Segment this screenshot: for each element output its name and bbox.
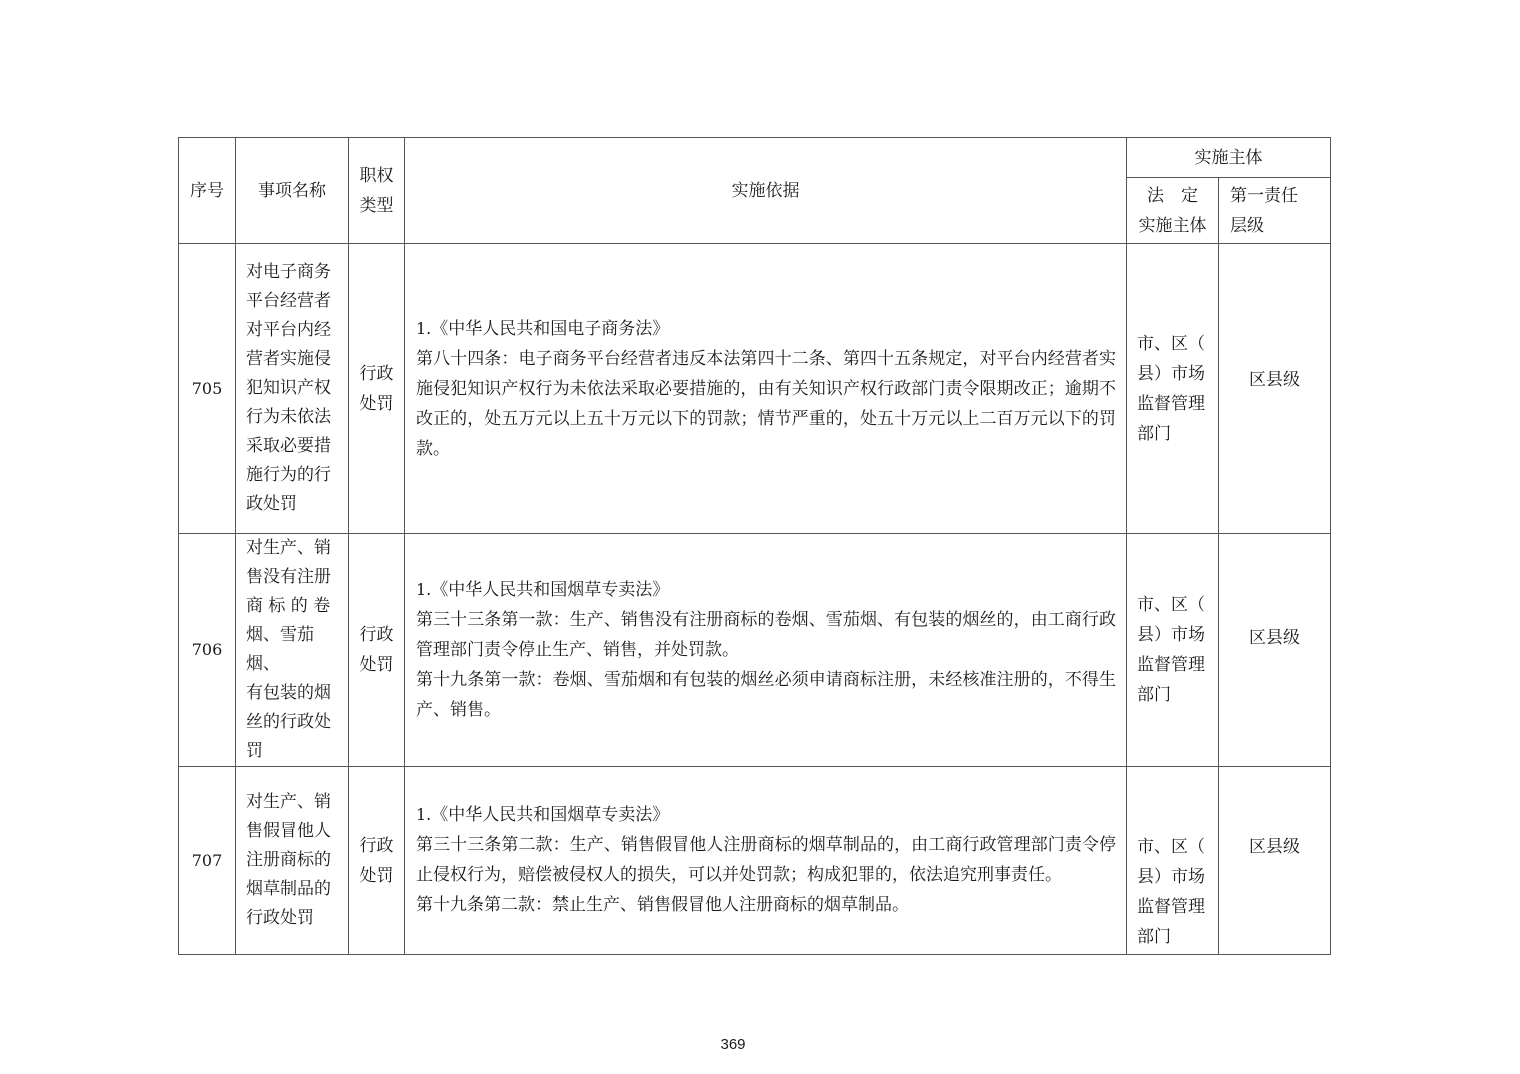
name-line: 售假冒他人 bbox=[246, 821, 331, 841]
row-name bbox=[236, 767, 349, 955]
type-line1: 行政 bbox=[359, 625, 394, 645]
table-row bbox=[179, 534, 1331, 767]
type-line2: 处罚 bbox=[359, 655, 394, 675]
name-line: 对电子商务 bbox=[246, 262, 331, 282]
administrative-penalty-table bbox=[178, 137, 1331, 955]
basis-law-title: 《中华人民共和国烟草专卖法》 bbox=[431, 580, 670, 600]
row-seq: 707 bbox=[179, 767, 236, 955]
subject-line: 县）市场 bbox=[1137, 867, 1205, 887]
row-legal-subject bbox=[1127, 244, 1219, 534]
basis-paragraph: 第三十三条第二款：生产、销售假冒他人注册商标的烟草制品的，由工商行政管理部门责令停止侵权行为，赔偿被侵权人的损失，可以并处罚款；构成犯罪的，依法追究刑事责任。 bbox=[416, 835, 1116, 885]
header-legal-subject bbox=[1127, 178, 1219, 244]
basis-law-title: 《中华人民共和国电子商务法》 bbox=[431, 318, 670, 339]
basis-paragraph: 第八十四条：电子商务平台经营者违反本法第四十二条、第四十五条规定，对平台内经营者实施侵犯知识产权行为未依法采取必要措施的，由有关知识产权行政部门责令限期改正；逾期不改正的，处五万元以上五十万元以下的罚款；情节严重的，处五十万元以上二百万元以下的罚款。 bbox=[416, 348, 1116, 459]
name-line: 行政处罚 bbox=[246, 908, 314, 928]
header-seq: 序号 bbox=[179, 138, 236, 244]
subject-line: 监督管理 bbox=[1137, 393, 1205, 414]
header-level bbox=[1219, 178, 1331, 244]
name-line: 对平台内经 bbox=[246, 320, 331, 340]
basis-title-line bbox=[416, 575, 1116, 605]
name-line: 采取必要措 bbox=[246, 436, 331, 456]
name-line: 行为未依法 bbox=[246, 407, 331, 427]
subject-line: 市、区（ bbox=[1137, 595, 1205, 615]
subject-line: 部门 bbox=[1137, 685, 1171, 705]
header-type bbox=[349, 138, 405, 244]
basis-paragraph: 第三十三条第一款：生产、销售没有注册商标的卷烟、雪茄烟、有包装的烟丝的，由工商行政管理部门责令停止生产、销售，并处罚款。 bbox=[416, 610, 1116, 660]
subject-line: 县）市场 bbox=[1137, 625, 1205, 645]
row-type bbox=[349, 244, 405, 534]
table-row bbox=[179, 244, 1331, 534]
row-type bbox=[349, 534, 405, 767]
name-line: 营者实施侵 bbox=[246, 349, 331, 369]
row-legal-subject bbox=[1127, 767, 1219, 955]
basis-title-line bbox=[416, 800, 1116, 830]
basis-paragraph: 第十九条第一款：卷烟、雪茄烟和有包装的烟丝必须申请商标注册，未经核准注册的，不得生产、销售。 bbox=[416, 670, 1116, 720]
header-name: 事项名称 bbox=[236, 138, 349, 244]
header-legal-line2: 实施主体 bbox=[1138, 215, 1207, 236]
header-subject-group: 实施主体 bbox=[1127, 138, 1331, 178]
row-legal-subject bbox=[1127, 534, 1219, 767]
table-row bbox=[179, 767, 1331, 955]
name-line: 丝的行政处 bbox=[246, 712, 331, 732]
name-line: 政处罚 bbox=[246, 494, 297, 514]
name-line: 犯知识产权 bbox=[246, 378, 331, 398]
header-level-line2: 层级 bbox=[1230, 215, 1264, 236]
type-line1: 行政 bbox=[359, 363, 394, 384]
name-line: 有包装的烟 bbox=[246, 683, 331, 703]
subject-line: 市、区（ bbox=[1137, 837, 1205, 857]
header-type-line1: 职权 bbox=[359, 165, 394, 186]
basis-title-line bbox=[416, 314, 1116, 344]
basis-law-title: 《中华人民共和国烟草专卖法》 bbox=[431, 805, 670, 825]
row-name bbox=[236, 534, 349, 767]
header-type-line2: 类型 bbox=[359, 195, 394, 216]
row-type bbox=[349, 767, 405, 955]
header-basis: 实施依据 bbox=[405, 138, 1127, 244]
subject-line: 市、区（ bbox=[1137, 333, 1205, 354]
type-line2: 处罚 bbox=[359, 393, 394, 414]
subject-line: 部门 bbox=[1137, 927, 1171, 947]
name-line: 烟草制品的 bbox=[246, 879, 331, 899]
row-basis bbox=[405, 244, 1127, 534]
name-line: 对生产、销 bbox=[246, 792, 331, 812]
subject-line: 监督管理 bbox=[1137, 655, 1205, 675]
name-line: 罚 bbox=[246, 741, 263, 761]
name-line: 施行为的行 bbox=[246, 465, 331, 485]
document-table-container bbox=[178, 137, 1330, 955]
row-level: 区县级 bbox=[1219, 244, 1331, 534]
name-line: 对生产、销 bbox=[246, 538, 331, 558]
name-line: 注册商标的 bbox=[246, 850, 331, 870]
header-level-line1: 第一责任 bbox=[1230, 185, 1298, 206]
basis-number: 1. bbox=[416, 318, 432, 338]
type-line1: 行政 bbox=[359, 835, 394, 856]
page-number: 369 bbox=[720, 1036, 746, 1053]
basis-paragraph: 第十九条第二款：禁止生产、销售假冒他人注册商标的烟草制品。 bbox=[416, 895, 909, 915]
row-seq: 706 bbox=[179, 534, 236, 767]
name-line: 平台经营者 bbox=[246, 291, 331, 311]
name-line: 商 标 的 卷 bbox=[246, 596, 331, 616]
name-line: 售没有注册 bbox=[246, 567, 331, 587]
basis-number: 1. bbox=[416, 805, 432, 824]
row-basis bbox=[405, 534, 1127, 767]
basis-number: 1. bbox=[416, 580, 432, 599]
row-basis bbox=[405, 767, 1127, 955]
name-line: 烟、雪茄烟、 bbox=[246, 625, 314, 674]
row-level: 区县级 bbox=[1219, 534, 1331, 767]
row-level: 区县级 bbox=[1219, 767, 1331, 955]
row-name bbox=[236, 244, 349, 534]
type-line2: 处罚 bbox=[359, 865, 394, 886]
subject-line: 监督管理 bbox=[1137, 897, 1205, 917]
row-seq: 705 bbox=[179, 244, 236, 534]
header-legal-line1: 法 定 bbox=[1147, 185, 1198, 206]
subject-line: 部门 bbox=[1137, 423, 1171, 444]
subject-line: 县）市场 bbox=[1137, 363, 1205, 384]
